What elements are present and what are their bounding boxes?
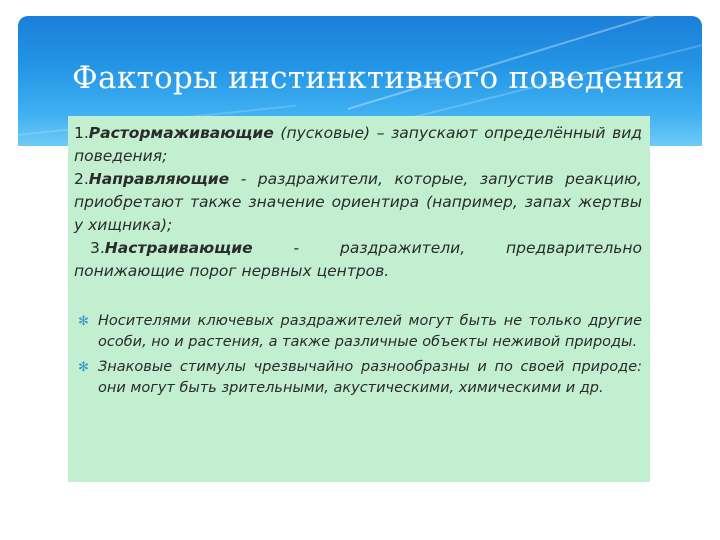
bullet-list — [74, 311, 642, 399]
content-box — [68, 116, 650, 482]
factor-term: Растормаживающие — [88, 124, 274, 142]
factor-number: 1. — [74, 124, 89, 142]
factor-item-1 — [74, 122, 642, 168]
factor-text: (пусковые) – запускают определённый вид поведения; — [74, 124, 642, 165]
factor-text: - раздражители, которые, запустив реакцию, приобретают также значение ориентира (например, запах жертвы у хищника); — [74, 170, 642, 234]
factor-item-2 — [74, 168, 642, 237]
list-item — [74, 357, 642, 399]
bullet-text: Носителями ключевых раздражителей могут быть не только другие особи, но и растения, а также различные объекты неживой природы. — [98, 313, 642, 350]
list-item — [74, 311, 642, 353]
asterisk-bullet-icon: ✻ — [78, 314, 89, 329]
factor-number: 2. — [74, 170, 89, 188]
factor-item-3 — [74, 237, 642, 283]
factor-term: Настраивающие — [104, 239, 253, 257]
factor-term: Направляющие — [88, 170, 230, 188]
bullet-text: Знаковые стимулы чрезвычайно разнообразны и по своей природе: они могут быть зрительными, акустическими, химическими и др. — [98, 359, 642, 396]
factor-text: - раздражители, предварительно понижающие порог нервных центров. — [74, 239, 642, 280]
slide-title: Факторы инстинктивного поведения — [72, 60, 685, 96]
factor-number: 3. — [90, 239, 105, 257]
asterisk-bullet-icon: ✻ — [78, 360, 89, 375]
